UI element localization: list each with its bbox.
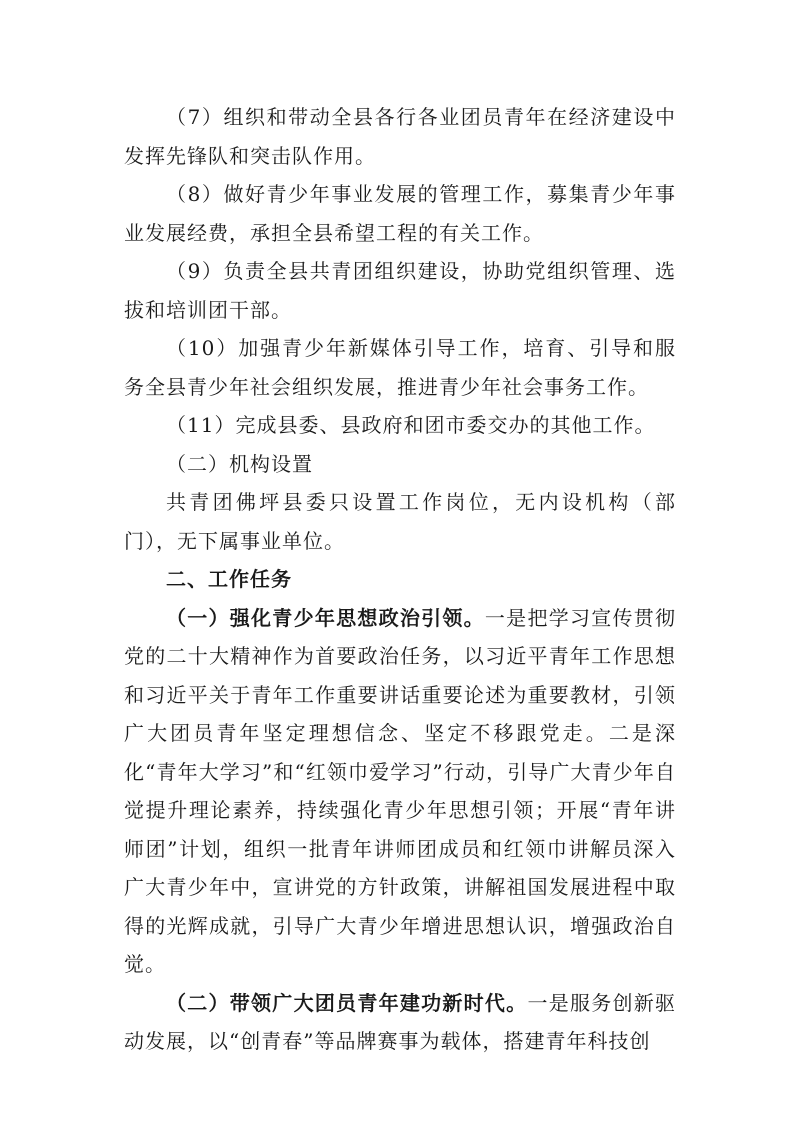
task-2-lead: （二）带领广大团员青年建功新时代。 [166, 990, 528, 1015]
task-1-lead: （一）强化青少年思想政治引领。 [166, 605, 485, 630]
paragraph-item-9: （9）负责全县共青团组织建设，协助党组织管理、选拔和培训团干部。 [124, 259, 676, 322]
paragraph-org-setup: 共青团佛坪县委只设置工作岗位，无内设机构（部门），无下属事业单位。 [124, 490, 676, 553]
document-body [124, 98, 676, 1061]
paragraph-task-2 [124, 984, 676, 1061]
section-heading-tasks: 二、工作任务 [166, 567, 292, 591]
paragraph-task-1 [124, 599, 676, 984]
subheading-org-setup: （二）机构设置 [166, 451, 313, 476]
task-1-body: 一是把学习宣传贯彻党的二十大精神作为首要政治任务，以习近平青年工作思想和习近平关于青年工作重要讲话重要论述为重要教材，引领广大团员青年坚定理想信念、坚定不移跟党走。二是深化“青年大学习”和“红领巾爱学习”行动，引导广大青少年自觉提升理论素养，持续强化青少年思想引领；开展“青年讲师团”计划，组织一批青年讲师团成员和红领巾讲解员深入广大青少年中，宣讲党的方针政策，讲解祖国发展进程中取得的光辉成就，引导广大青少年增进思想认识，增强政治自觉。 [124, 605, 677, 976]
paragraph-item-11: （11）完成县委、县政府和团市委交办的其他工作。 [166, 413, 656, 437]
task-2-body: 一是服务创新驱动发展，以“创青春”等品牌赛事为载体，搭建青年科技创 [124, 990, 677, 1053]
paragraph-item-10: （10）加强青少年新媒体引导工作，培育、引导和服务全县青少年社会组织发展，推进青少年社会事务工作。 [124, 336, 676, 399]
paragraph-item-8: （8）做好青少年事业发展的管理工作，募集青少年事业发展经费，承担全县希望工程的有关工作。 [124, 182, 676, 245]
paragraph-item-7: （7）组织和带动全县各行各业团员青年在经济建设中发挥先锋队和突击队作用。 [124, 105, 676, 168]
